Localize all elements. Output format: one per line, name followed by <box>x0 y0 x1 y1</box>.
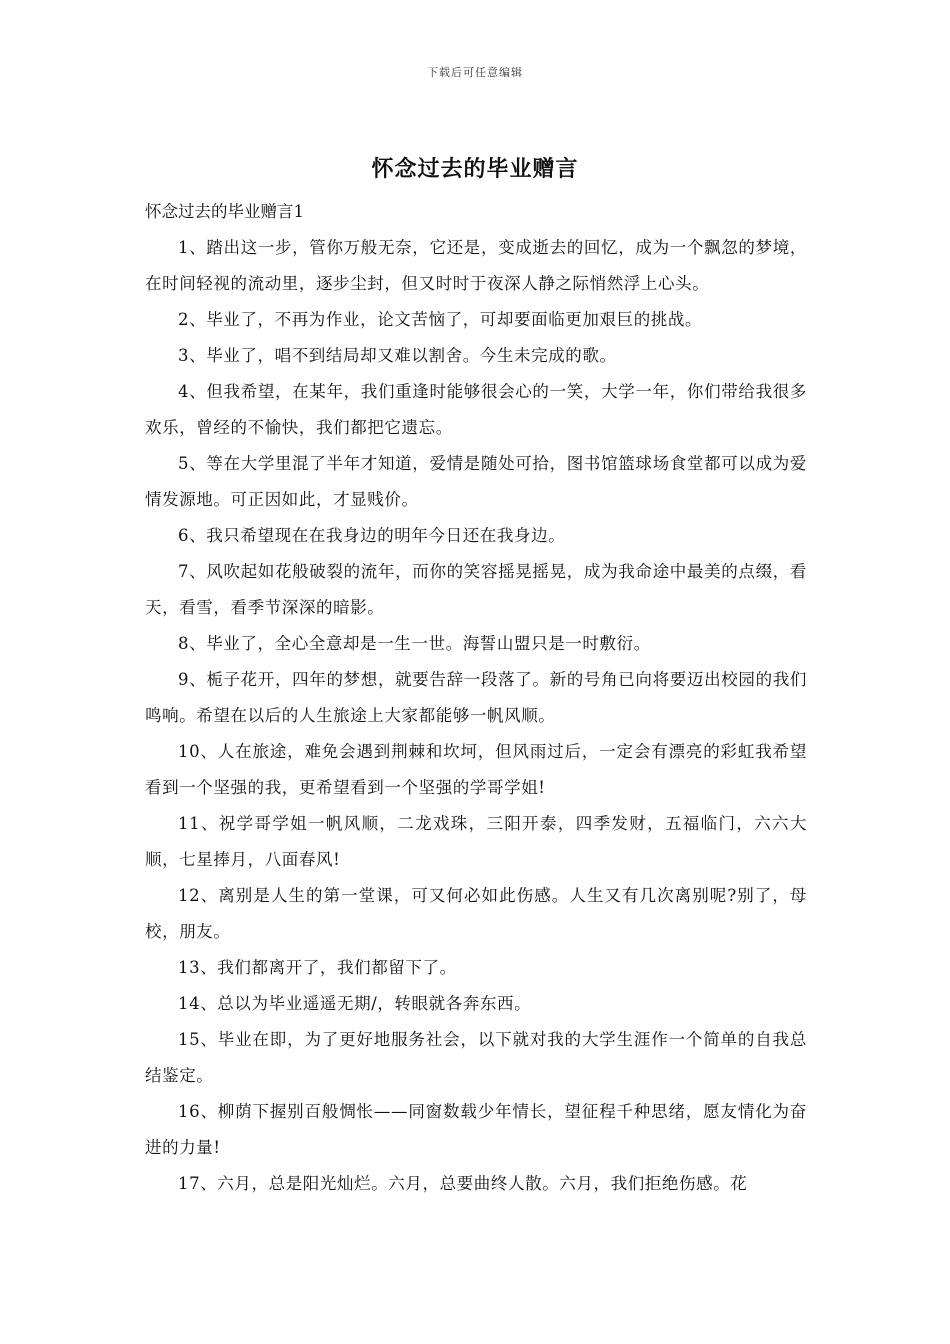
paragraph-11: 11、祝学哥学姐一帆风顺，二龙戏珠，三阳开泰，四季发财，五福临门，六六大顺，七星捧月，八面春风! <box>145 814 807 869</box>
header-note: 下载后可任意编辑 <box>427 66 523 79</box>
paragraph-7: 7、风吹起如花般破裂的流年，而你的笑容摇晃摇晃，成为我命途中最美的点缀，看天，看雪，看季节深深的暗影。 <box>145 562 807 617</box>
paragraph-17: 17、六月，总是阳光灿烂。六月，总要曲终人散。六月，我们拒绝伤感。花 <box>178 1174 748 1193</box>
paragraph-9: 9、栀子花开，四年的梦想，就要告辞一段落了。新的号角已向将要迈出校园的我们鸣响。希望在以后的人生旅途上大家都能够一帆风顺。 <box>145 670 807 725</box>
paragraph-4: 4、但我希望，在某年，我们重逢时能够很会心的一笑，大学一年，你们带给我很多欢乐，曾经的不愉快，我们都把它遗忘。 <box>145 382 807 437</box>
paragraph-15: 15、毕业在即，为了更好地服务社会，以下就对我的大学生涯作一个简单的自我总结鉴定。 <box>145 1030 807 1085</box>
section-subtitle: 怀念过去的毕业赠言1 <box>145 202 304 221</box>
paragraph-13: 13、我们都离开了，我们都留下了。 <box>178 958 457 977</box>
paragraph-6: 6、我只希望现在在我身边的明年今日还在我身边。 <box>178 526 566 545</box>
paragraph-12: 12、离别是人生的第一堂课，可又何必如此伤感。人生又有几次离别呢?别了，母校，朋友。 <box>145 886 807 941</box>
paragraph-5: 5、等在大学里混了半年才知道，爱情是随处可拾，图书馆篮球场食堂都可以成为爱情发源地。可正因如此，才显贱价。 <box>145 454 807 509</box>
paragraph-2: 2、毕业了，不再为作业，论文苦恼了，可却要面临更加艰巨的挑战。 <box>178 310 703 329</box>
paragraph-10: 10、人在旅途，难免会遇到荆棘和坎坷，但风雨过后，一定会有漂亮的彩虹我希望看到一个坚强的我，更希望看到一个坚强的学哥学姐! <box>145 742 807 797</box>
paragraph-16: 16、柳荫下握别百般惆怅——同窗数载少年情长，望征程千种思绪，愿友情化为奋进的力量! <box>145 1102 807 1157</box>
document-body <box>145 200 807 1202</box>
paragraph-1: 1、踏出这一步，管你万般无奈，它还是，变成逝去的回忆，成为一个飘忽的梦境，在时间轻视的流动里，逐步尘封，但又时时于夜深人静之际悄然浮上心头。 <box>145 238 807 293</box>
page-title: 怀念过去的毕业赠言 <box>371 156 579 182</box>
paragraph-8: 8、毕业了，全心全意却是一生一世。海誓山盟只是一时敷衍。 <box>178 634 651 653</box>
paragraph-3: 3、毕业了，唱不到结局却又难以割舍。今生未完成的歌。 <box>178 346 617 365</box>
paragraph-14: 14、总以为毕业遥遥无期/，转眼就各奔东西。 <box>178 994 532 1013</box>
